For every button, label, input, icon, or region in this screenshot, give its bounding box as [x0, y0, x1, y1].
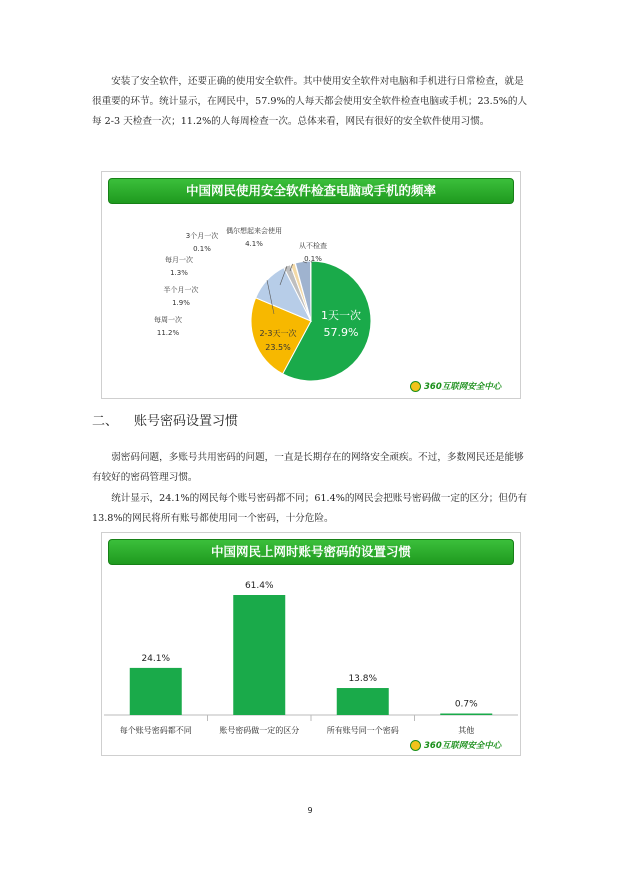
section-number: 二、 — [92, 414, 119, 429]
bar-value-label: 61.4% — [244, 581, 274, 591]
slice-label: 偶尔想起来会使用 — [226, 227, 282, 235]
page-number: 9 — [307, 806, 313, 815]
360-logo-icon — [410, 381, 421, 392]
bar — [337, 688, 389, 715]
slice-label: 从不检查 — [299, 242, 327, 250]
brand-label: 360互联网安全中心 — [424, 382, 502, 392]
bar — [130, 668, 182, 715]
slice-value-label: 0.1% — [304, 255, 322, 263]
category-label: 其他 — [458, 726, 475, 735]
bar — [440, 714, 492, 716]
bar-chart-title: 中国网民上网时账号密码的设置习惯 — [108, 539, 514, 565]
bar-value-label: 13.8% — [348, 674, 378, 685]
intro-paragraph: 安装了安全软件，还要正确的使用安全软件。其中使用安全软件对电脑和手机进行日常检查，就是很重要的环节。统计显示，在网民中，57.9%的人每天都会使用安全软件检查电脑或手机；23.5%的人每 2-3 天检查一次；11.2%的人每周检查一次。总体来看，网民有很好的安全软件使用习惯。 — [92, 76, 528, 127]
paragraph-3: 统计显示，24.1%的网民每个账号密码都不同；61.4%的网民会把账号密码做一定的区分；但仍有 13.8%的网民将所有账号都使用同一个密码，十分危险。 — [92, 493, 528, 524]
pie-chart-panel — [101, 171, 521, 399]
bar-chart-panel — [101, 532, 521, 756]
slice-value-label: 0.1% — [193, 245, 211, 253]
bar-chart — [102, 533, 520, 755]
slice-label: 2-3天一次 — [259, 329, 297, 338]
category-label: 账号密码做一定的区分 — [219, 726, 300, 735]
brand-logo — [410, 380, 501, 392]
section-title: 账号密码设置习惯 — [134, 414, 239, 429]
slice-value-label: 1.9% — [172, 299, 190, 307]
category-label: 每个账号密码都不同 — [119, 726, 192, 735]
brand-label: 360互联网安全中心 — [424, 741, 502, 751]
slice-value-label: 57.9% — [323, 326, 359, 339]
slice-label: 1天一次 — [321, 309, 361, 322]
slice-label: 每周一次 — [154, 316, 182, 324]
slice-value-label: 11.2% — [156, 329, 180, 337]
bar-value-label: 24.1% — [141, 653, 171, 664]
bar — [233, 595, 285, 715]
bar-value-label: 0.7% — [454, 699, 478, 710]
pie-chart — [102, 172, 520, 398]
slice-label: 3个月一次 — [185, 232, 219, 240]
category-label: 所有账号同一个密码 — [326, 726, 399, 735]
slice-label: 半个月一次 — [163, 286, 199, 294]
slice-label: 每月一次 — [165, 256, 193, 264]
slice-value-label: 23.5% — [265, 343, 291, 352]
paragraph-2: 弱密码问题，多账号共用密码的问题，一直是长期存在的网络安全顽疾。不过，多数网民还是能够有较好的密码管理习惯。 — [92, 452, 524, 483]
brand-logo-2 — [410, 739, 501, 751]
slice-value-label: 4.1% — [245, 240, 263, 248]
pie-chart-title: 中国网民使用安全软件检查电脑或手机的频率 — [108, 178, 514, 204]
360-logo-icon — [410, 740, 421, 751]
section-heading — [92, 410, 238, 429]
slice-value-label: 1.3% — [170, 269, 188, 277]
